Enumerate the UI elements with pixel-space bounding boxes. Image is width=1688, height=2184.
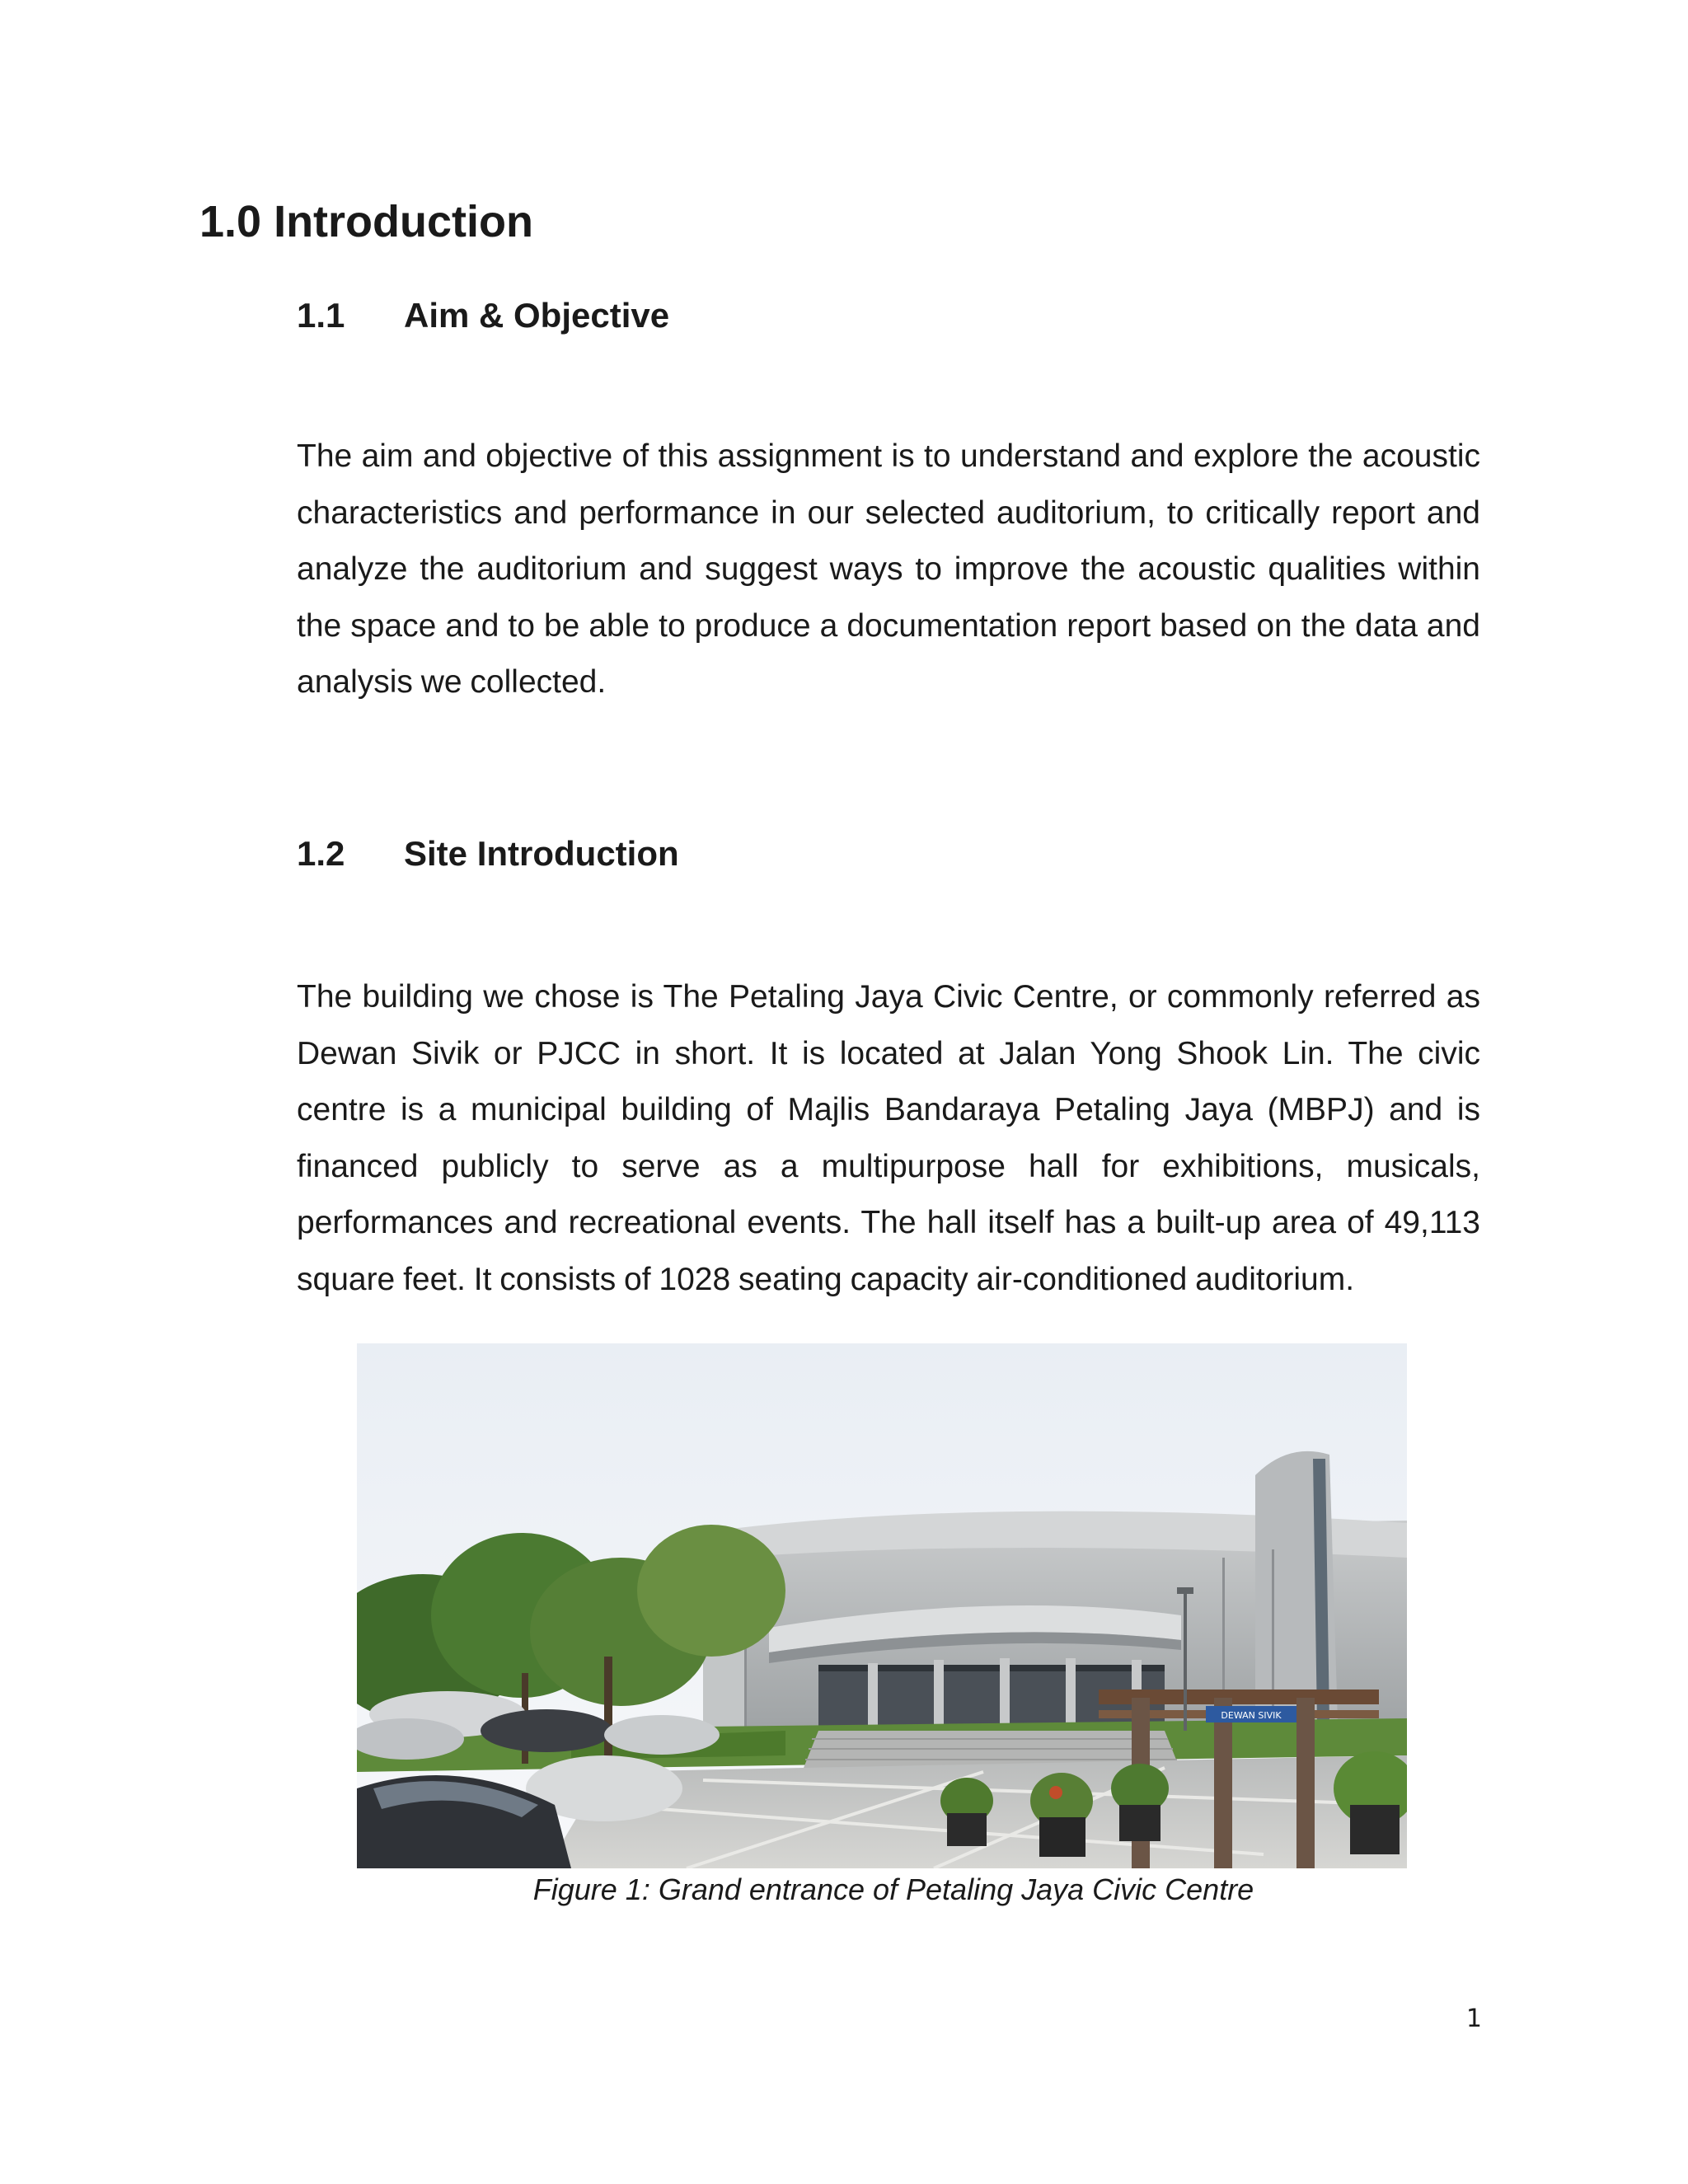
site-paragraph: The building we chose is The Petaling Jaya Civic Centre, or commonly referred as Dewan Sivik or PJCC in short. It is located at Jalan Yong Shook Lin. The civic centre is a municipal building of Majlis Bandaraya Petaling Jaya (MBPJ) and is financed publicly to serve as a multipurpose hall for exhibitions, musicals, performances and recreational events. The hall itself has a built-up area of 49,113 square feet. It consists of 1028 seating capacity air-conditioned auditorium. xyxy=(297,979,1480,1297)
section-title: Site Introduction xyxy=(404,834,679,873)
section-heading-aim xyxy=(297,293,669,339)
page-number: 1 xyxy=(1465,2004,1482,2033)
section-heading-site xyxy=(297,831,679,877)
section-number: 1.2 xyxy=(297,834,345,873)
figure-caption-text: Figure 1: Grand entrance of Petaling Jaya Civic Centre xyxy=(532,1872,1254,1906)
aim-paragraph: The aim and objective of this assignment is to understand and explore the acoustic characteristics and performance in our selected auditorium, to critically report and analyze the auditorium and suggest ways to improve the acoustic qualities within the space and to be able to produce a documentation report based on the data and analysis we collected. xyxy=(297,438,1480,701)
figure-caption xyxy=(0,1869,1688,1910)
dewan-sivik-sign: DEWAN SIVIK xyxy=(1221,1710,1282,1721)
building-photo xyxy=(357,1343,1407,1868)
section-number: 1.1 xyxy=(297,296,345,335)
section-title: Aim & Objective xyxy=(404,296,670,335)
chapter-heading: 1.0 Introduction xyxy=(199,197,533,246)
